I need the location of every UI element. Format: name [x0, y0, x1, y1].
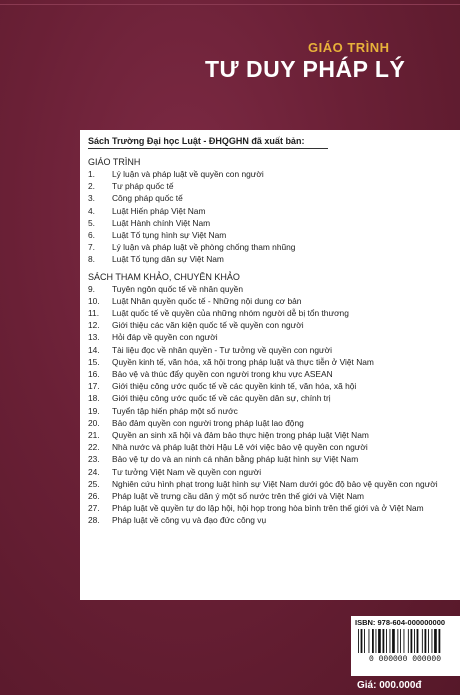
- list-item: [88, 368, 460, 380]
- item-number: 5.: [88, 217, 95, 228]
- barcode-bar: [364, 629, 365, 653]
- item-title: Tuyên ngôn quốc tế về nhân quyền: [112, 283, 243, 294]
- item-number: 11.: [88, 308, 100, 319]
- barcode-bar: [404, 629, 405, 653]
- list-item: [88, 192, 460, 204]
- item-number: 4.: [88, 205, 95, 216]
- list-heading: Sách Trường Đại học Luật - ĐHQGHN đã xuất bản:: [88, 136, 328, 149]
- list-item: [88, 380, 460, 392]
- barcode-bar: [408, 629, 409, 653]
- item-number: 6.: [88, 230, 95, 241]
- list-item: [88, 478, 460, 490]
- item-number: 12.: [88, 320, 100, 331]
- list-item: [88, 319, 460, 331]
- list-item: [88, 344, 460, 356]
- item-number: 7.: [88, 242, 95, 253]
- item-number: 10.: [88, 295, 100, 306]
- barcode-bar: [428, 629, 429, 653]
- barcode-digits: 0 000000 000000: [368, 655, 442, 663]
- barcode-panel: [351, 616, 460, 676]
- item-number: 20.: [88, 417, 100, 428]
- item-title: Luật Hiến pháp Việt Nam: [112, 205, 206, 216]
- item-number: 26.: [88, 491, 100, 502]
- list-item: [88, 490, 460, 502]
- barcode-bar: [383, 629, 385, 653]
- barcode-image: [355, 629, 455, 663]
- barcode-bar: [392, 629, 395, 653]
- item-number: 2.: [88, 181, 95, 192]
- item-number: 13.: [88, 332, 100, 343]
- list-item: [88, 283, 460, 295]
- barcode-bar: [417, 629, 419, 653]
- barcode-bar: [397, 629, 398, 653]
- publication-list: [80, 130, 460, 600]
- item-number: 27.: [88, 503, 100, 514]
- list-item: [88, 217, 460, 229]
- item-number: 23.: [88, 454, 100, 465]
- barcode-bar: [372, 629, 374, 653]
- item-title: Luật Tố tụng dân sự Việt Nam: [112, 254, 224, 265]
- list-item: [88, 514, 460, 526]
- item-title: Công pháp quốc tế: [112, 193, 183, 204]
- barcode-bar: [386, 629, 387, 653]
- item-title: Pháp luật về công vụ và đạo đức công vụ: [112, 515, 267, 526]
- item-title: Luật quốc tế về quyền của những nhóm người dễ bị tổn thương: [112, 308, 349, 319]
- item-title: Bảo đảm quyền con người trong pháp luật lao động: [112, 417, 304, 428]
- top-divider: [0, 4, 460, 5]
- book-title: TƯ DUY PHÁP LÝ: [205, 56, 406, 82]
- list-item: [88, 241, 460, 253]
- list-item: [88, 453, 460, 465]
- list-item: [88, 429, 460, 441]
- item-number: 25.: [88, 478, 100, 489]
- item-title: Giới thiệu công ước quốc tế về các quyền kinh tế, văn hóa, xã hội: [112, 381, 357, 392]
- item-title: Quyền an sinh xã hội và đảm bảo thực hiện trong pháp luật Việt Nam: [112, 430, 369, 441]
- item-title: Giới thiệu các văn kiện quốc tế về quyền con người: [112, 320, 304, 331]
- item-title: Giới thiệu công ước quốc tế về các quyền dân sự, chính trị: [112, 393, 331, 404]
- item-title: Hỏi đáp về quyền con người: [112, 332, 218, 343]
- item-title: Tuyển tập hiến pháp một số nước: [112, 405, 238, 416]
- item-title: Tài liệu đọc về nhân quyền - Tư tưởng về quyền con người: [112, 344, 332, 355]
- price-label: Giá: 000.000đ: [357, 680, 422, 691]
- list-item: [88, 502, 460, 514]
- item-title: Quyền kinh tế, văn hóa, xã hội trong pháp luật và thực tiễn ở Việt Nam: [112, 356, 374, 367]
- list-item: [88, 466, 460, 478]
- item-number: 18.: [88, 393, 100, 404]
- barcode-bar: [369, 629, 370, 653]
- item-title: Bảo vệ tự do và an ninh cá nhân bằng pháp luật hình sự Việt Nam: [112, 454, 359, 465]
- list-item: [88, 205, 460, 217]
- item-title: Pháp luật về quyền tự do lập hội, hội họp trong hòa bình trên thế giới và ở Việt Nam: [112, 503, 424, 514]
- item-number: 24.: [88, 466, 100, 477]
- barcode-bar: [422, 629, 423, 653]
- item-number: 19.: [88, 405, 100, 416]
- barcode-bar: [434, 629, 437, 653]
- barcode-bar: [414, 629, 415, 653]
- list-item: [88, 168, 460, 180]
- item-number: 21.: [88, 430, 100, 441]
- barcode-bar: [390, 629, 391, 653]
- item-title: Nghiên cứu hình phạt trong luật hình sự Việt Nam dưới góc độ bảo vệ quyền con người: [112, 478, 438, 489]
- list-item: [88, 405, 460, 417]
- barcode-bar: [378, 629, 381, 653]
- barcode-bar: [400, 629, 401, 653]
- list-item: [88, 356, 460, 368]
- series-label: GIÁO TRÌNH: [308, 40, 390, 55]
- item-title: Pháp luật về trưng cầu dân ý một số nước trên thế giới và Việt Nam: [112, 491, 365, 502]
- item-number: 1.: [88, 169, 95, 179]
- item-title: Luật Nhân quyền quốc tế - Những nội dung cơ bản: [112, 295, 302, 306]
- barcode-bar: [411, 629, 413, 653]
- item-title: Nhà nước và pháp luật thời Hậu Lê với việc bảo vệ quyền con người: [112, 442, 368, 453]
- list-item: [88, 331, 460, 343]
- barcode-bar: [439, 629, 441, 653]
- isbn-text: ISBN: 978-604-000000000: [355, 618, 446, 627]
- list-item: [88, 253, 460, 265]
- list-item: [88, 307, 460, 319]
- item-number: 16.: [88, 369, 100, 380]
- item-title: Luật Tố tụng hình sự Việt Nam: [112, 230, 227, 241]
- section-title: GIÁO TRÌNH: [88, 157, 141, 167]
- item-title: Bảo vệ và thúc đẩy quyền con người trong khu vực ASEAN: [112, 369, 333, 380]
- item-number: 17.: [88, 381, 100, 392]
- item-title: Luật Hành chính Việt Nam: [112, 217, 211, 228]
- section-title: SÁCH THAM KHẢO, CHUYÊN KHẢO: [88, 271, 240, 282]
- list-item: [88, 180, 460, 192]
- item-title: Tư pháp quốc tế: [112, 181, 174, 192]
- barcode-bar: [358, 629, 359, 653]
- sections-container: [88, 157, 460, 527]
- item-number: 14.: [88, 344, 100, 355]
- item-number: 28.: [88, 515, 100, 526]
- item-title: Lý luận và pháp luật về phòng chống tham nhũng: [112, 242, 296, 253]
- barcode-bar: [425, 629, 427, 653]
- list-item: [88, 441, 460, 453]
- list-item: [88, 295, 460, 307]
- item-number: 15.: [88, 356, 100, 367]
- item-number: 22.: [88, 442, 100, 453]
- list-item: [88, 392, 460, 404]
- item-number: 3.: [88, 193, 95, 204]
- item-title: Tư tưởng Việt Nam về quyền con người: [112, 466, 262, 477]
- barcode-bar: [432, 629, 433, 653]
- item-title: Lý luận và pháp luật về quyền con người: [112, 169, 264, 179]
- barcode-bar: [376, 629, 377, 653]
- item-number: 9.: [88, 283, 95, 294]
- item-number: 8.: [88, 254, 95, 265]
- barcode-bar: [361, 629, 363, 653]
- list-item: [88, 229, 460, 241]
- list-item: [88, 417, 460, 429]
